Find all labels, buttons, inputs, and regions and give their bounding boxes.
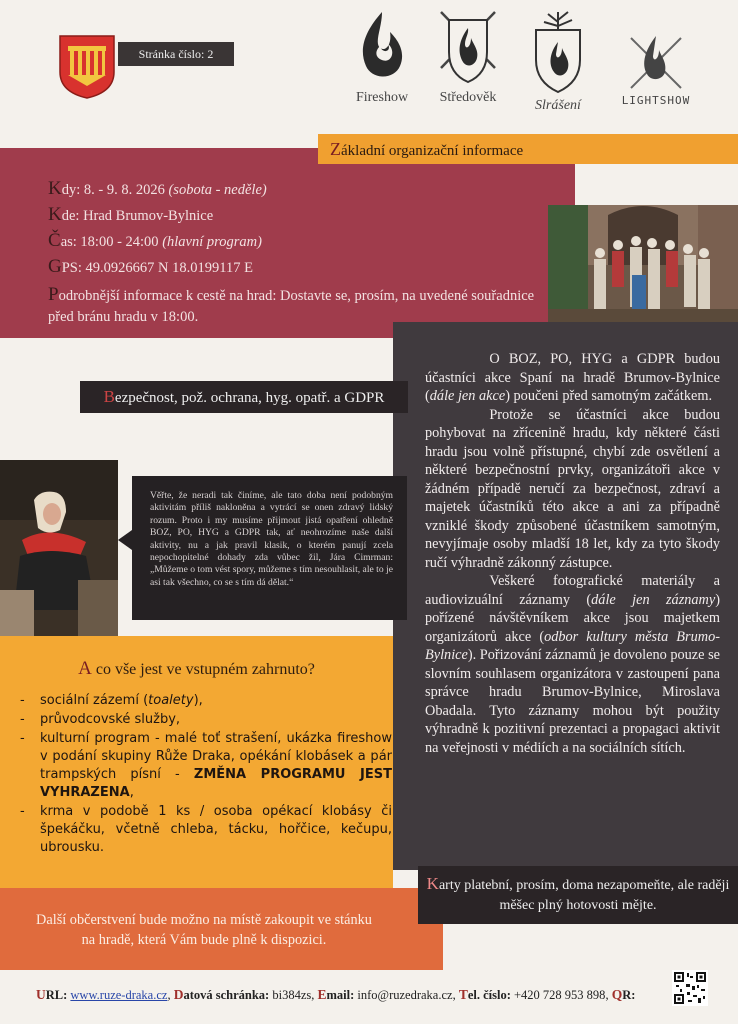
contact-footer: URL: www.ruze-draka.cz, Datová schránka: bi384zs, Email: info@ruzedraka.cz, Tel. číslo: +420 728 953 898, QR: [36,987,636,1002]
section-title-basic-info: Základní organizační informace [318,134,738,164]
tree-shield-icon [528,8,588,96]
logo-strasen[interactable] [522,8,594,114]
email-address[interactable]: info@ruzedraka.cz [357,988,453,1002]
logo-caption: Středověk [439,90,497,105]
list-item: - kulturní program - malé toť strašení, ukázka fireshow v podání skupiny Růže Draka, opékání klobásek a pár trampských písní - ZMĚNA PROGRAMU JEST VYHRAZENA, [20,730,392,802]
knight-photo [0,460,118,636]
section-title-included: A co vše jest ve vstupném zahrnuto? [78,658,315,679]
website-link[interactable]: www.ruze-draka.cz [70,988,168,1002]
quote-pointer [118,530,132,550]
section-title-safety: Bezpečnost, pož. ochrana, hyg. opatř. a GDPR [80,381,408,413]
paragraph-recordings: Veškeré fotografické materiály a audiovizuální záznamy (dále jen záznamy) pořízené návštěvníkem akce jsou majetkem organizátorů akce (odbor kultury města Brumo-Bylnice). Pořizování záznamů je dovoleno pouze se slovním souhlasem organizátora v zastoupení pana správce hradu Brumov-Bylnice, Miroslava Obadala. Tyto záznamy mohou být použity výhradně k pozitivní prezentaci a propagaci aktivit na veřejnosti v médiích a na sociálních sítích. [425,573,720,756]
info-when: Kdy: 8. - 9. 8. 2026 (sobota - neděle) [48,178,267,199]
page-number-badge: Stránka číslo: 2 [118,42,234,66]
legal-info-text [425,350,720,757]
info-where: Kde: Hrad Brumov-Bylnice [48,204,214,225]
lightshow-icon [621,30,691,92]
payment-note: Karty platební, prosím, doma nezapomeňte, ale raději měšec plný hotovosti mějte. [418,866,738,924]
logo-stredovek[interactable] [428,8,508,106]
qr-code-icon[interactable] [672,970,708,1006]
refreshment-note: Další občerstvení bude možno na místě zakoupit ve stánku na hradě, která Vám bude plně k dispozici. [36,912,372,948]
fire-icon [352,8,412,88]
town-crest-icon [58,34,116,100]
list-item: - krma v podobě 1 ks / osoba opékací klobásy či špekáčku, včetně chleba, tácku, hořčice, kečupu, ubrousku. [20,803,392,857]
shield-fire-icon [435,8,501,88]
info-gps: GPS: 49.0926667 N 18.0199117 E [48,256,253,277]
list-item: - průvodcovské služby, [20,711,392,729]
data-box-id: bi384zs [272,988,312,1002]
logo-fireshow[interactable] [346,8,418,106]
logo-lightshow[interactable] [614,30,698,107]
group-photo [548,205,738,322]
paragraph-liability: Protože se účastníci akce budou pohybovat na zřícenině hradu, kdy některé části hradu jsou volně přístupné, chybí zde osvětlení a některé bezpečnostní prvky, organizátoři akce v žádném případě neručí za bezpečnost, zdraví a majetek účastníků této akce a ani za případně vzniklé škody způsobené účastníkem samotným, nevyjímaje osoby mladší 18 let, kdy za tyto škody ručí výhradně zákonný zástupce. [425,406,720,571]
info-time: Čas: 18:00 - 24:00 (hlavní program) [48,230,262,251]
list-item: - sociální zázemí (toalety), [20,692,392,710]
cimrman-quote: Věřte, že neradi tak činíme, ale tato doba není podobným aktivitám příliš nakloněna a vytrácí se onen zdravý lidský rozum. Proto i my musíme přijmout jistá opatření ohledně BOZ, PO, HYG a GDPR tak, ať neohrozíme naše další aktivity, nu a jak pravil klasik, o kterém panují zcela nepochopitelné dohady zda vůbec žil, Jára Cimrman: „Můžeme o tom vést spory, můžeme s tím nesouhlasit, ale to je asi tak všechno, co se s tím dá dělat.“ [132,476,407,620]
logo-caption: Fireshow [355,90,409,105]
paragraph-briefing: O BOZ, PO, HYG a GDPR budou účastníci akce Spaní na hradě Brumov-Bylnice (dále jen akce) poučeni před samotným začátkem. [425,351,720,404]
included-list [20,692,392,858]
phone-number[interactable]: +420 728 953 898 [514,988,606,1002]
logo-caption: Slrášení [535,98,581,113]
info-route: Podrobnější informace k cestě na hrad: Dostavte se, prosím, na uvedené souřadnice před bránu hradu v 18:00. [48,284,535,325]
logo-caption: LIGHTSHOW [621,94,691,107]
